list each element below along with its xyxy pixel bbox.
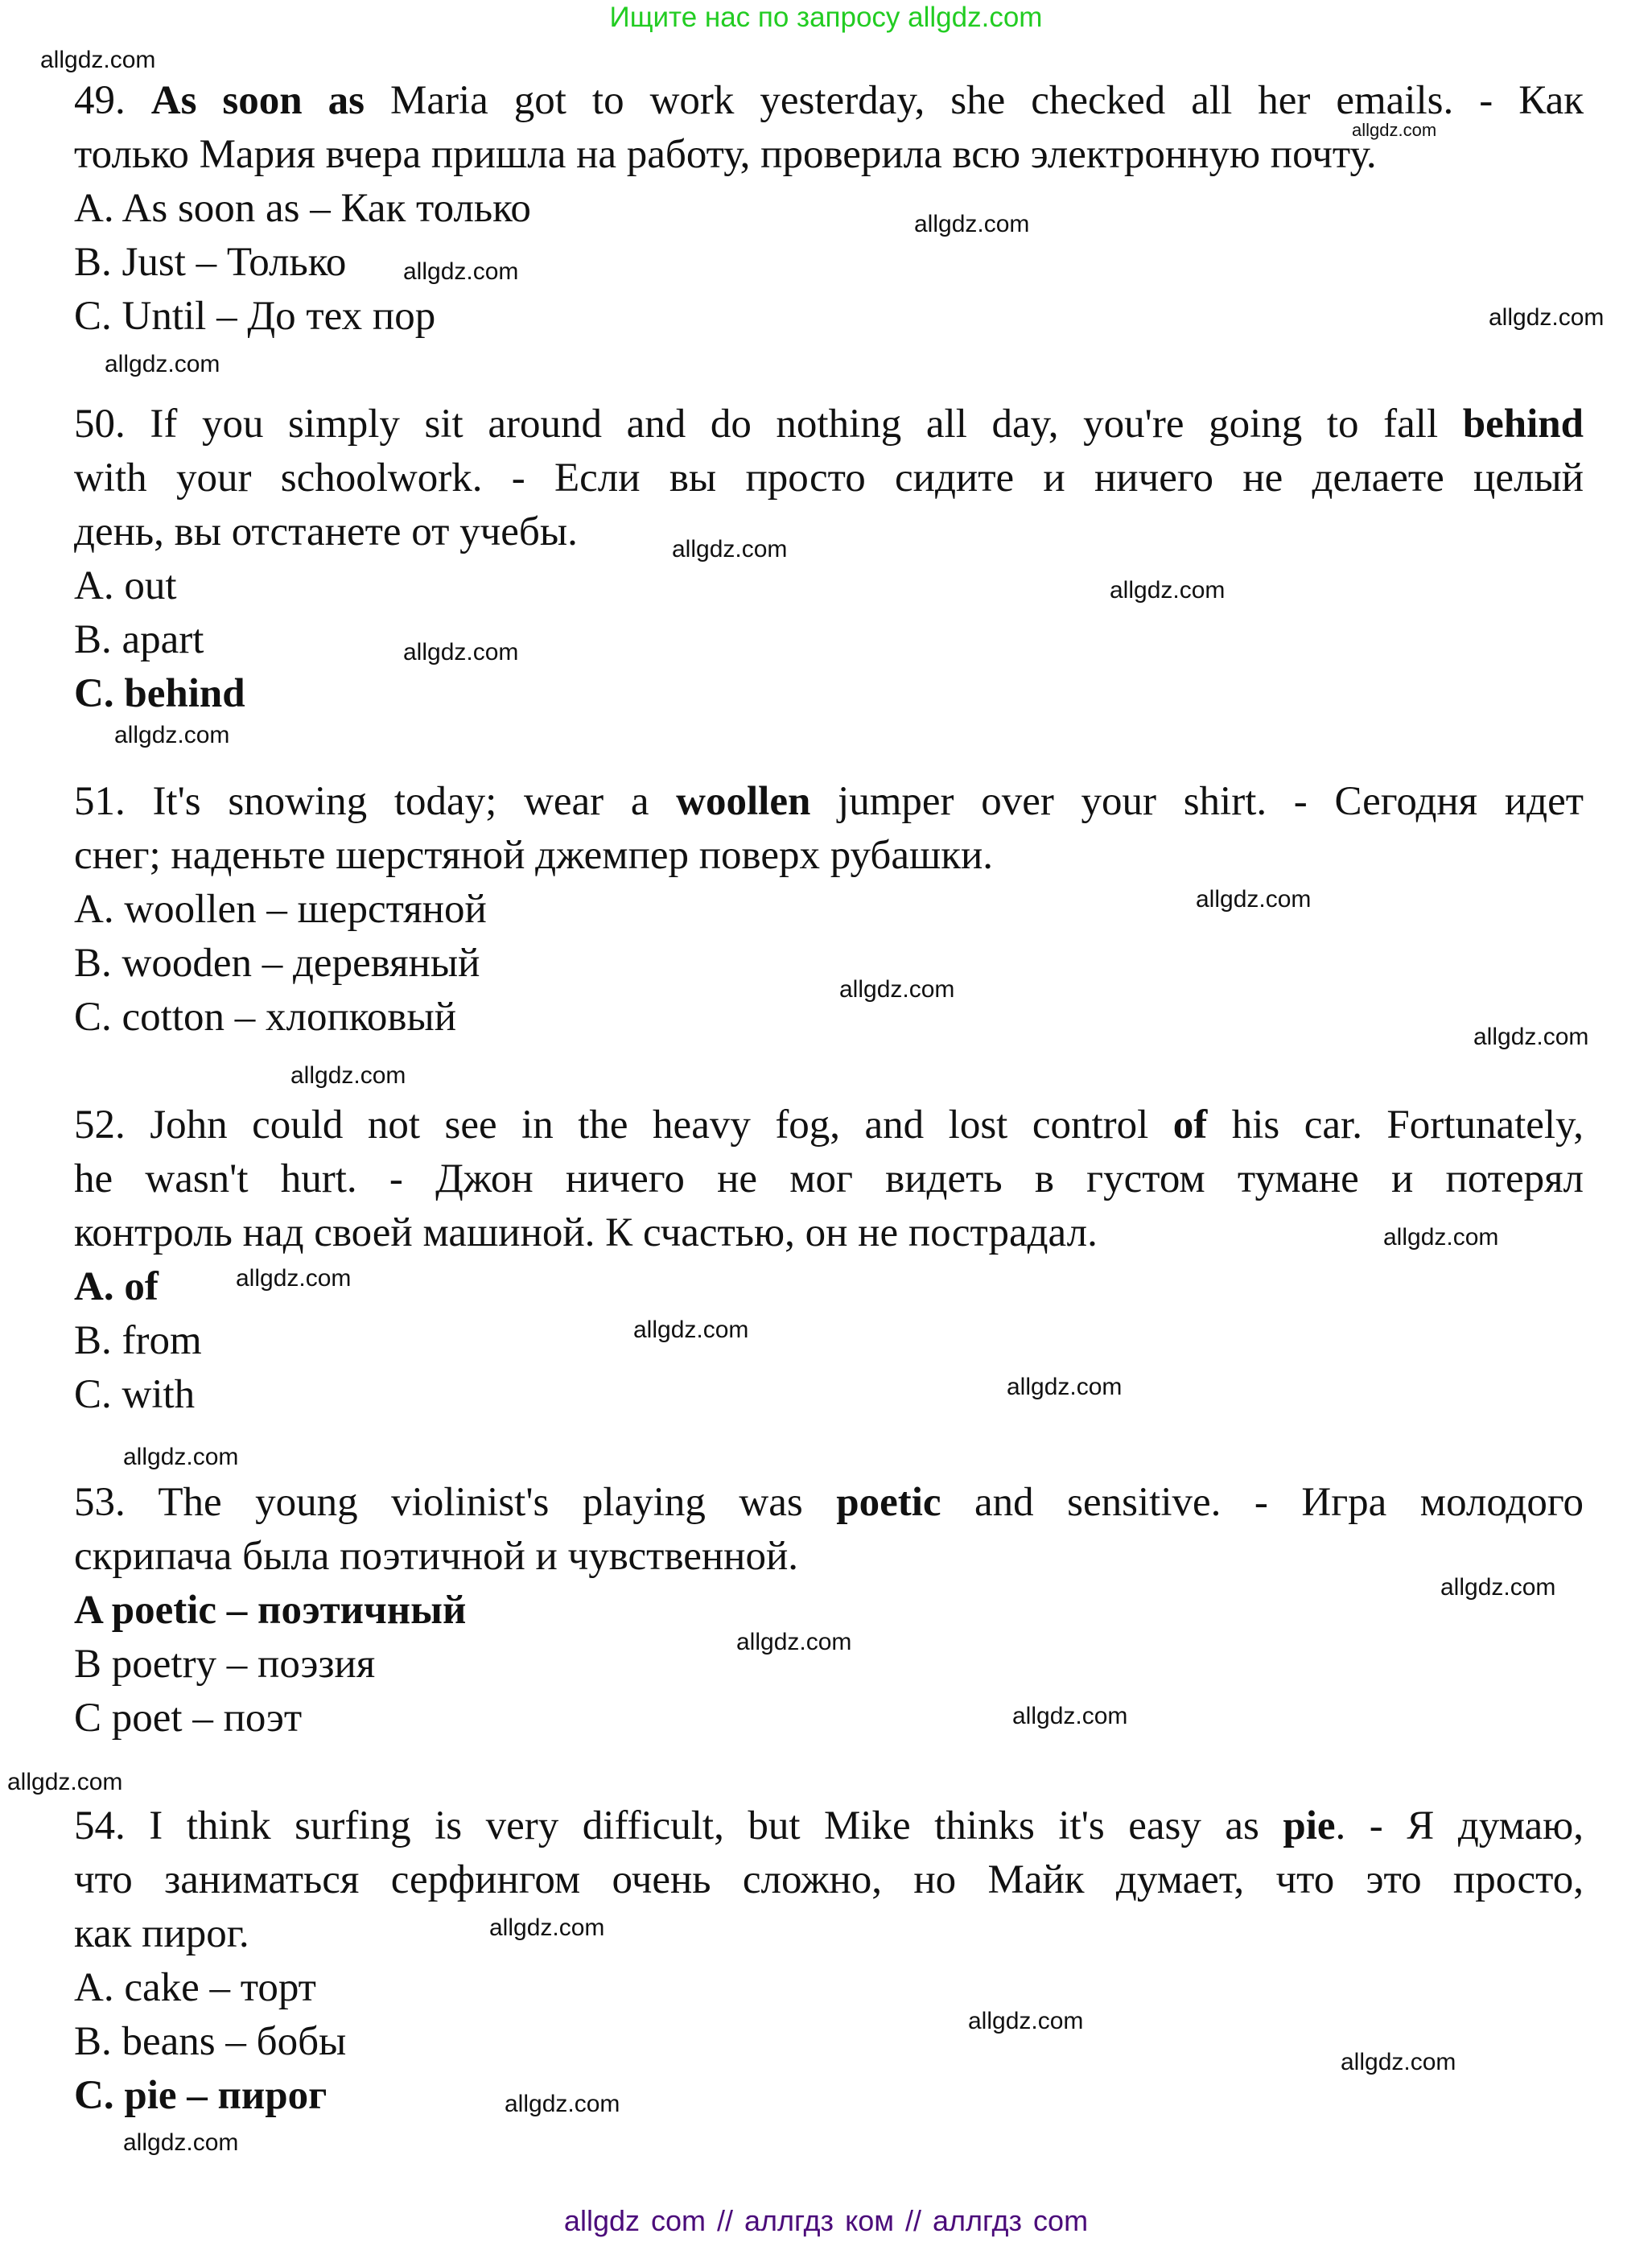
watermark: allgdz.com	[672, 536, 788, 563]
text-segment: with your schoolwork. - Если вы просто сидите и ничего не делаете целый	[74, 455, 1584, 501]
highlighted-answer: pie	[1283, 1803, 1336, 1848]
spacer	[74, 1422, 1584, 1476]
spacer	[74, 344, 1584, 398]
question-50	[74, 398, 1584, 721]
text-line	[74, 1206, 1584, 1260]
highlighted-answer: A poetic – поэтичный	[74, 1588, 467, 1633]
text-line	[74, 829, 1584, 883]
text-segment: A. woollen – шерстяной	[74, 887, 487, 932]
text-segment: A. cake – торт	[74, 1965, 316, 2010]
text-segment: his car. Fortunately,	[1207, 1102, 1584, 1148]
watermark: allgdz.com	[1341, 2049, 1456, 2075]
highlighted-answer: behind	[1462, 402, 1584, 447]
question-51	[74, 775, 1584, 1045]
watermark: allgdz.com	[236, 1265, 352, 1292]
watermark: allgdz.com	[123, 2129, 239, 2156]
text-segment: C. cotton – хлопковый	[74, 995, 457, 1040]
text-line	[74, 1853, 1584, 1907]
watermark: allgdz.com	[1489, 304, 1605, 331]
watermark: allgdz.com	[105, 351, 220, 377]
text-line	[74, 559, 1584, 613]
text-line	[74, 883, 1584, 937]
spacer	[74, 1745, 1584, 1799]
text-segment: B. from	[74, 1318, 202, 1363]
question-49	[74, 74, 1584, 344]
text-line	[74, 1961, 1584, 2015]
watermark: allgdz.com	[633, 1317, 749, 1343]
highlighted-answer: As soon as	[150, 78, 365, 123]
watermark: allgdz.com	[505, 2091, 620, 2117]
text-segment: jumper over your shirt. - Сегодня идет	[810, 779, 1584, 824]
watermark: allgdz.com	[290, 1062, 406, 1089]
text-line	[74, 1907, 1584, 1961]
text-line	[74, 1692, 1584, 1745]
highlighted-answer: poetic	[836, 1480, 941, 1525]
highlighted-answer: woollen	[676, 779, 811, 824]
text-segment: B. apart	[74, 617, 204, 662]
watermark: allgdz.com	[123, 1444, 239, 1470]
watermark: allgdz.com	[1352, 120, 1437, 140]
watermark: allgdz.com	[489, 1914, 605, 1941]
watermark: allgdz.com	[114, 722, 230, 748]
text-segment: 49.	[74, 78, 151, 123]
watermark: allgdz.com	[1196, 886, 1312, 913]
text-line	[74, 2069, 1584, 2123]
question-text-line	[74, 1799, 1584, 1853]
text-line	[74, 991, 1584, 1045]
text-line	[74, 182, 1584, 236]
watermark: allgdz.com	[736, 1629, 852, 1655]
text-line	[74, 1530, 1584, 1584]
text-segment: B poetry – поэзия	[74, 1642, 376, 1687]
text-segment: контроль над своей машиной. К счастью, он не пострадал.	[74, 1210, 1098, 1255]
question-text-line	[74, 1098, 1584, 1152]
search-banner: Ищите нас по запросу allgdz.com	[609, 2, 1043, 33]
watermark: allgdz.com	[403, 258, 519, 285]
watermark: allgdz.com	[1473, 1024, 1589, 1050]
watermark: allgdz.com	[7, 1769, 123, 1795]
text-segment: что заниматься серфингом очень сложно, но Майк думает, что это просто,	[74, 1857, 1584, 1902]
spacer	[74, 721, 1584, 775]
watermark: allgdz.com	[1383, 1224, 1499, 1251]
exercise-content	[74, 74, 1584, 2123]
text-segment: как пирог.	[74, 1911, 249, 1956]
question-52	[74, 1098, 1584, 1422]
highlighted-answer: C. behind	[74, 671, 245, 716]
text-line	[74, 505, 1584, 559]
text-segment: 53. The young violinist's playing was	[74, 1480, 837, 1525]
watermark: allgdz.com	[1110, 577, 1226, 604]
text-segment: A. out	[74, 563, 177, 608]
question-text-line	[74, 1476, 1584, 1530]
watermark: allgdz.com	[839, 976, 955, 1003]
text-segment: только Мария вчера пришла на работу, проверила всю электронную почту.	[74, 132, 1377, 177]
text-line	[74, 1152, 1584, 1206]
text-segment: and sensitive. - Игра молодого	[941, 1480, 1584, 1525]
watermark: allgdz.com	[403, 639, 519, 666]
text-segment: B. beans – бобы	[74, 2019, 347, 2064]
text-segment: 54. I think surfing is very difficult, but Mike thinks it's easy as	[74, 1803, 1283, 1848]
question-text-line	[74, 398, 1584, 451]
highlighted-answer: of	[1172, 1102, 1208, 1148]
text-segment: C. with	[74, 1372, 196, 1417]
footer-links: allgdz com // аллгдз ком // аллгдз com	[563, 2204, 1089, 2237]
watermark: allgdz.com	[1440, 1574, 1556, 1601]
watermark: allgdz.com	[1012, 1703, 1128, 1729]
text-line	[74, 937, 1584, 991]
text-segment: Maria got to work yesterday, she checked all her emails. - Как	[364, 78, 1584, 123]
question-53	[74, 1476, 1584, 1745]
text-segment: C poet – поэт	[74, 1696, 303, 1741]
text-segment: A. As soon as – Как только	[74, 186, 531, 231]
watermark: allgdz.com	[40, 47, 156, 73]
highlighted-answer: A. of	[74, 1264, 159, 1309]
text-line	[74, 667, 1584, 721]
text-line	[74, 451, 1584, 505]
text-line	[74, 1368, 1584, 1422]
text-segment: B. wooden – деревяный	[74, 941, 480, 986]
watermark: allgdz.com	[1007, 1374, 1123, 1400]
text-segment: . - Я думаю,	[1335, 1803, 1584, 1848]
question-text-line	[74, 775, 1584, 829]
text-line	[74, 290, 1584, 344]
text-segment: снег; наденьте шерстяной джемпер поверх рубашки.	[74, 833, 994, 878]
highlighted-answer: C. pie – пирог	[74, 2073, 328, 2118]
text-segment: he wasn't hurt. - Джон ничего не мог видеть в густом тумане и потерял	[74, 1156, 1584, 1201]
text-line	[74, 1314, 1584, 1368]
text-line	[74, 236, 1584, 290]
text-segment: 51. It's snowing today; wear a	[74, 779, 677, 824]
text-segment: C. Until – До тех пор	[74, 294, 436, 339]
text-segment: B. Just – Только	[74, 240, 347, 285]
text-segment: 50. If you simply sit around and do nothing all day, you're going to fall	[74, 402, 1463, 447]
text-line	[74, 613, 1584, 667]
text-segment: 52. John could not see in the heavy fog, and lost control	[74, 1102, 1173, 1148]
watermark: allgdz.com	[968, 2008, 1084, 2034]
watermark: allgdz.com	[914, 211, 1030, 237]
text-segment: день, вы отстанете от учебы.	[74, 509, 578, 554]
text-segment: скрипача была поэтичной и чувственной.	[74, 1534, 798, 1579]
